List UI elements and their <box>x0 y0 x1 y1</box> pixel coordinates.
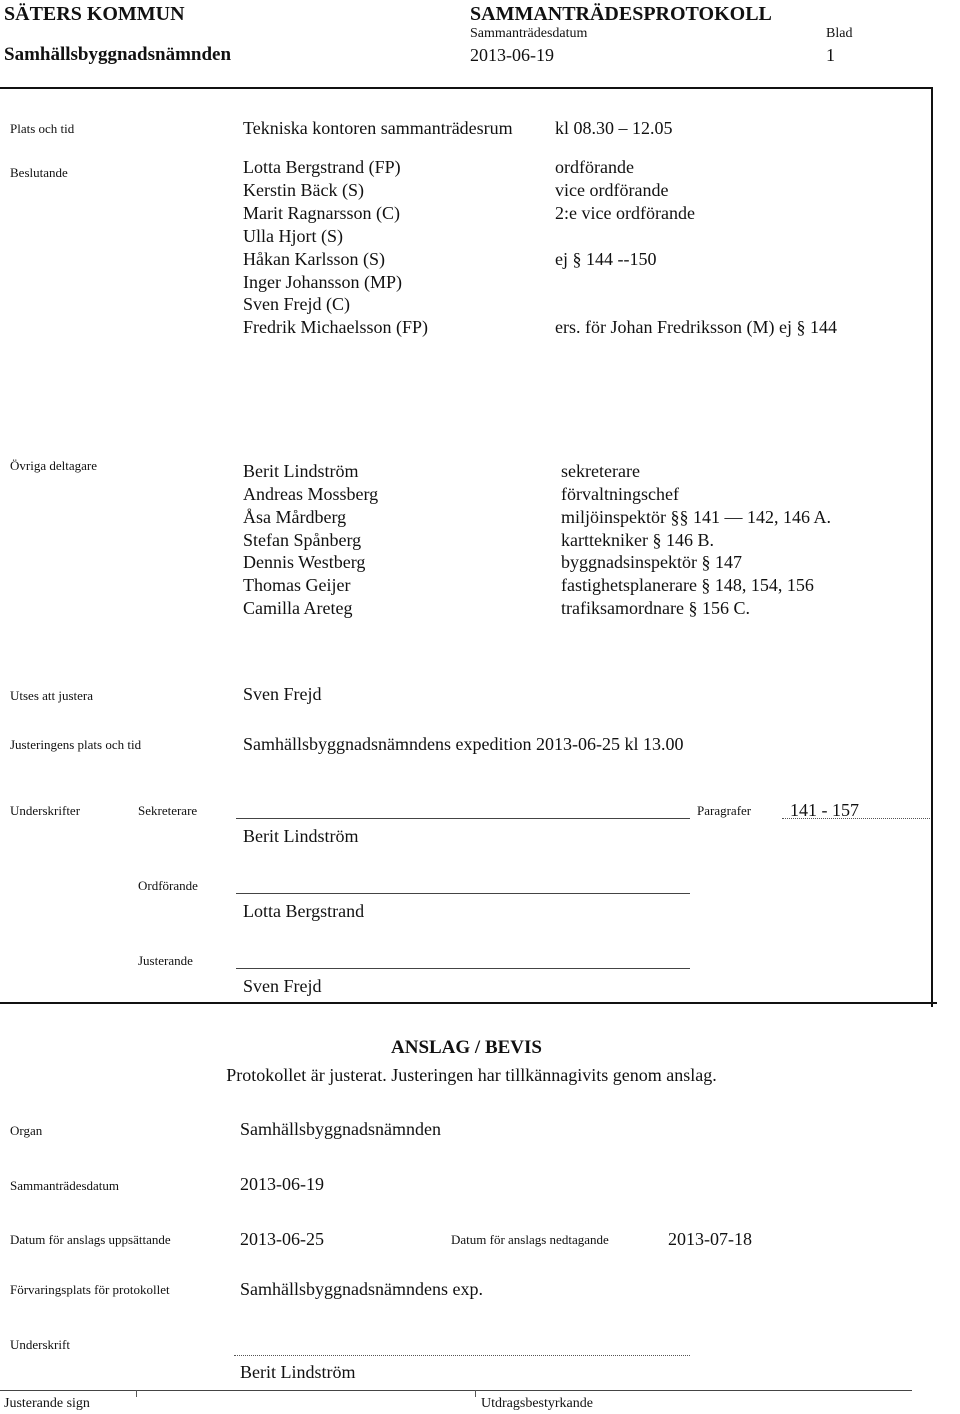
chair-label: Ordförande <box>138 878 198 893</box>
member-name: Lotta Bergstrand (FP) <box>243 157 401 177</box>
participant-name: Stefan Spånberg <box>243 530 362 550</box>
member-name: Håkan Karlsson (S) <box>243 249 385 269</box>
storage-label: Förvaringsplats för protokollet <box>10 1282 170 1297</box>
committee-name: Samhällsbyggnadsnämnden <box>4 44 232 65</box>
notice-date-value: 2013-06-19 <box>240 1174 324 1194</box>
document-title: SAMMANTRÄDESPROTOKOLL <box>470 3 772 25</box>
organ-label: Organ <box>10 1123 43 1138</box>
adjuster-sign-footer: Justerande sign <box>4 1396 90 1411</box>
member-role: 2:e vice ordförande <box>555 203 695 223</box>
footer-tick <box>475 1390 476 1397</box>
removed-date-value: 2013-07-18 <box>668 1229 752 1249</box>
chair-signature-line <box>236 893 690 894</box>
posted-date-label: Datum för anslags uppsättande <box>10 1232 171 1247</box>
member-role: vice ordförande <box>555 180 669 200</box>
member-name: Sven Frejd (C) <box>243 294 350 314</box>
secretary-name: Berit Lindström <box>243 826 359 846</box>
footer-tick <box>136 1390 137 1397</box>
adjuster-sign-label: Justerande <box>138 953 193 968</box>
organ-value: Samhällsbyggnadsnämnden <box>240 1119 441 1139</box>
right-border <box>931 87 933 1007</box>
member-role: ej § 144 --150 <box>555 249 657 269</box>
participant-role: trafiksamordnare § 156 C. <box>561 598 750 618</box>
adjust-place-label: Justeringens plats och tid <box>10 737 142 752</box>
participant-name: Camilla Areteg <box>243 598 353 618</box>
member-name: Kerstin Bäck (S) <box>243 180 364 200</box>
participant-role: miljöinspektör §§ 141 — 142, 146 A. <box>561 507 831 527</box>
posted-date-value: 2013-06-25 <box>240 1229 324 1249</box>
notice-title: ANSLAG / BEVIS <box>391 1037 542 1058</box>
deciding-label: Beslutande <box>10 165 68 180</box>
signature-section-divider <box>0 1002 937 1004</box>
adjust-place-value: Samhällsbyggnadsnämndens expedition 2013-06-25 kl 13.00 <box>243 734 684 754</box>
extract-cert-footer: Utdragsbestyrkande <box>481 1396 593 1411</box>
member-role: ordförande <box>555 157 634 177</box>
removed-date-label: Datum för anslags nedtagande <box>451 1232 609 1247</box>
participant-name: Berit Lindström <box>243 461 359 481</box>
participant-role: sekreterare <box>561 461 640 481</box>
notice-signature-line <box>234 1355 690 1356</box>
chair-name: Lotta Bergstrand <box>243 901 365 921</box>
page-label: Blad <box>826 26 853 41</box>
member-role: ers. för Johan Fredriksson (M) ej § 144 <box>555 317 837 337</box>
notice-signature-name: Berit Lindström <box>240 1362 356 1382</box>
header-divider <box>0 87 933 89</box>
notice-signature-label: Underskrift <box>10 1337 70 1352</box>
signatures-label: Underskrifter <box>10 803 81 818</box>
adjuster-label: Utses att justera <box>10 688 94 703</box>
adjuster-value: Sven Frejd <box>243 684 322 704</box>
participant-name: Dennis Westberg <box>243 552 366 572</box>
meeting-date-label: Sammanträdesdatum <box>470 26 588 41</box>
member-name: Inger Johansson (MP) <box>243 272 402 292</box>
member-name: Fredrik Michaelsson (FP) <box>243 317 428 337</box>
others-label: Övriga deltagare <box>10 458 97 473</box>
paragraphs-label: Paragrafer <box>697 803 752 818</box>
member-name: Ulla Hjort (S) <box>243 226 343 246</box>
meeting-time: kl 08.30 – 12.05 <box>555 118 673 138</box>
member-name: Marit Ragnarsson (C) <box>243 203 400 223</box>
participant-role: karttekniker § 146 B. <box>561 530 714 550</box>
participant-name: Andreas Mossberg <box>243 484 379 504</box>
place-label: Plats och tid <box>10 121 75 136</box>
secretary-signature-line <box>236 818 690 819</box>
page-number: 1 <box>826 45 835 65</box>
adjuster-signature-line <box>236 968 690 969</box>
adjuster-sign-name: Sven Frejd <box>243 976 322 996</box>
notice-date-label: Sammanträdesdatum <box>10 1178 120 1193</box>
participant-role: byggnadsinspektör § 147 <box>561 552 742 572</box>
paragraphs-value: 141 - 157 <box>790 800 859 820</box>
storage-value: Samhällsbyggnadsnämndens exp. <box>240 1279 483 1299</box>
municipality-name: SÄTERS KOMMUN <box>4 3 185 25</box>
place-value: Tekniska kontoren sammanträdesrum <box>243 118 513 138</box>
notice-text: Protokollet är justerat. Justeringen har tillkännagivits genom anslag. <box>226 1065 717 1085</box>
participant-role: fastighetsplanerare § 148, 154, 156 <box>561 575 814 595</box>
participant-name: Thomas Geijer <box>243 575 351 595</box>
participant-role: förvaltningschef <box>561 484 679 504</box>
meeting-date: 2013-06-19 <box>470 45 554 65</box>
paragraphs-line <box>782 818 930 819</box>
secretary-label: Sekreterare <box>138 803 198 818</box>
participant-name: Åsa Mårdberg <box>243 507 347 527</box>
